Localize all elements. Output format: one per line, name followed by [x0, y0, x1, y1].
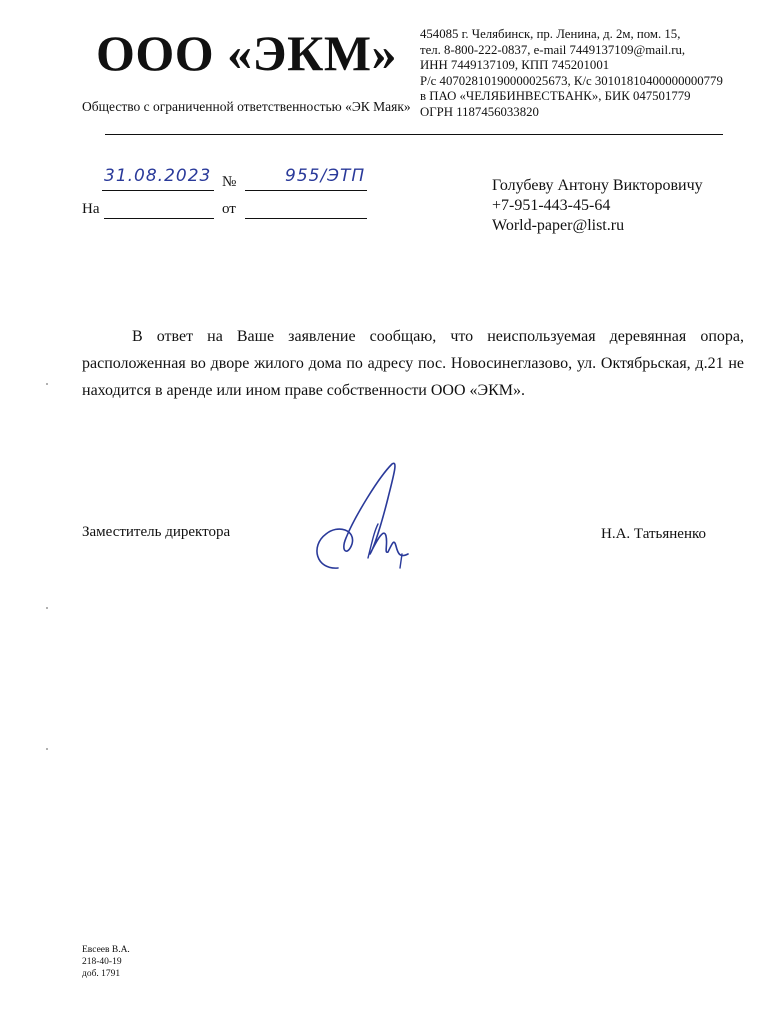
company-full-name: Общество с ограниченной ответственностью «ЭК Маяк»: [82, 99, 411, 114]
signatory-name: Н.А. Татьяненко: [601, 526, 707, 542]
company-name: ООО «ЭКМ»: [96, 25, 398, 81]
number-symbol: №: [222, 174, 237, 190]
executor-ext: доб. 1791: [82, 969, 121, 979]
requisites-line: ИНН 7449137109, КПП 745201001: [420, 58, 610, 72]
executor-name: Евсеев В.А.: [82, 945, 130, 955]
handwritten-signature: [308, 458, 418, 588]
requisites-line: тел. 8-800-222-0837, e-mail 7449137109@mail.ru,: [420, 42, 686, 57]
letter-body: [82, 323, 744, 404]
letterhead-divider: [105, 134, 723, 135]
addressee-email: World-paper@list.ru: [492, 217, 625, 234]
number-handwritten: 955/ЭТП: [285, 166, 366, 186]
executor-phone: 218-40-19: [82, 957, 122, 967]
requisites-line: 454085 г. Челябинск, пр. Ленина, д. 2м, пом. 15,: [420, 27, 681, 41]
addressee-block: [492, 176, 703, 236]
signatory-position: Заместитель директора: [82, 524, 231, 540]
from-label: от: [222, 201, 236, 217]
on-field: [104, 200, 214, 219]
requisites-line: Р/с 40702810190000025673, К/с 30101810400000000779: [420, 73, 723, 88]
number-field: [245, 166, 367, 191]
addressee-name: Голубеву Антону Викторовичу: [492, 177, 703, 194]
date-handwritten: 31.08.2023: [104, 166, 212, 186]
body-paragraph: В ответ на Ваше заявление сообщаю, что неиспользуемая деревянная опора, расположенная во дворе жилого дома по адресу пос. Новосинеглазово, ул. Октябрьская, д.21 не находится в аренде или ином праве собственности ООО «ЭКМ».: [82, 328, 744, 399]
company-requisites: [420, 27, 723, 120]
from-field: [245, 200, 367, 219]
scan-speck: [46, 383, 48, 385]
on-label: На: [82, 201, 100, 217]
addressee-phone: +7-951-443-45-64: [492, 197, 611, 214]
executor-note: [82, 944, 130, 980]
requisites-line: в ПАО «ЧЕЛЯБИНВЕСТБАНК», БИК 047501779: [420, 89, 691, 103]
scan-speck: [46, 748, 48, 750]
date-field: [102, 166, 214, 191]
scan-speck: [46, 607, 48, 609]
requisites-line: ОГРН 1187456033820: [420, 104, 539, 119]
